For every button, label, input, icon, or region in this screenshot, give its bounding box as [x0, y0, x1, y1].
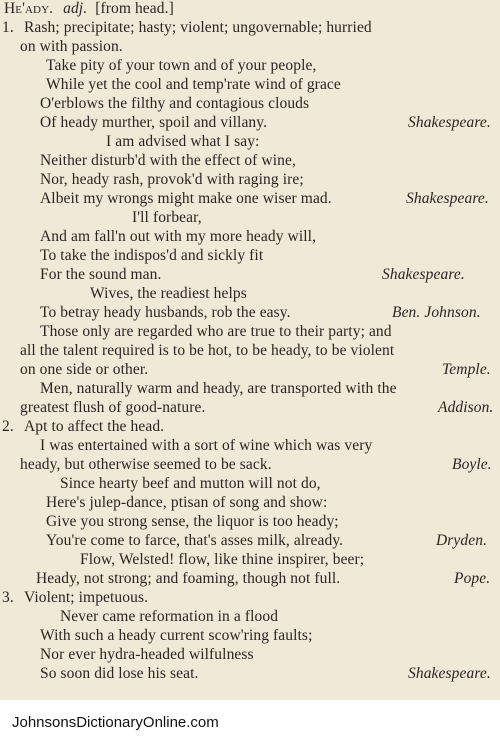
sense-number: 2. — [2, 418, 14, 435]
sense-1-definition-cont: on with passion. — [20, 38, 123, 55]
quote-line: O'erblows the filthy and contagious clouds — [40, 95, 310, 112]
sense-2-definition — [2, 418, 164, 436]
quote-line: Nor ever hydra-headed wilfulness — [40, 646, 254, 663]
quote-line: Wives, the readiest helps — [90, 285, 247, 302]
quote-line: Flow, Welsted! flow, like thine inspirer, beer; — [80, 551, 365, 568]
quote-line: on one side or other. — [20, 361, 149, 378]
quote-line-with-citation — [40, 114, 500, 132]
quote-line: Take pity of your town and of your people, — [46, 57, 317, 74]
quote-line: Men, naturally warm and heady, are transported with the — [40, 380, 397, 397]
quote-line: While yet the cool and temp'rate wind of grace — [46, 76, 341, 93]
quote-line-with-citation — [40, 665, 500, 683]
citation-author: Shakespeare. — [406, 190, 489, 207]
quote-line-with-citation — [40, 190, 500, 208]
quote-line: all the talent required is to be hot, to be heady, to be violent — [20, 342, 395, 359]
quote-line: And am fall'n out with my more heady will, — [40, 228, 317, 245]
citation-author: Pope. — [454, 570, 491, 587]
quote-line: I'll forbear, — [132, 209, 202, 226]
citation-author: Shakespeare. — [408, 114, 491, 131]
quote-line: You're come to farce, that's asses milk, already. — [46, 532, 344, 549]
quote-line-with-citation — [40, 304, 500, 322]
quote-line-with-citation — [20, 399, 500, 417]
site-link[interactable]: JohnsonsDictionaryOnline.com — [12, 714, 219, 731]
quote-line: To take the indispos'd and sickly fit — [40, 247, 264, 264]
headword: He'ady. — [4, 0, 54, 17]
entry-header — [4, 0, 174, 18]
quote-line: Heady, not strong; and foaming, though not full. — [36, 570, 341, 587]
quote-line: With such a heady current scow'ring faults; — [40, 627, 313, 644]
citation-author: Addison. — [438, 399, 494, 416]
sense-1-definition — [2, 19, 372, 37]
quote-line: Of heady murther, spoil and villany. — [40, 114, 268, 131]
quote-line: Give you strong sense, the liquor is too heady; — [46, 513, 339, 530]
sense-number: 1. — [2, 19, 14, 36]
citation-author: Shakespeare. — [382, 266, 465, 283]
quote-line: I am advised what I say: — [106, 133, 260, 150]
citation-author: Dryden. — [436, 532, 488, 549]
quote-line-with-citation — [40, 266, 500, 284]
quote-line: So soon did lose his seat. — [40, 665, 199, 682]
quote-line: Nor, heady rash, provok'd with raging ire; — [40, 171, 304, 188]
sense-text: Violent; impetuous. — [23, 589, 149, 606]
quote-line: Never came reformation in a flood — [60, 608, 279, 625]
sense-3-definition — [2, 589, 148, 607]
citation-author: Boyle. — [452, 456, 492, 473]
quote-line: heady, but otherwise seemed to be sack. — [20, 456, 272, 473]
citation-author: Temple. — [442, 361, 491, 378]
quote-line: Albeit my wrongs might make one wiser mad. — [40, 190, 332, 207]
quote-line: greatest flush of good-nature. — [20, 399, 206, 416]
sense-number: 3. — [2, 589, 14, 606]
sense-text: Apt to affect the head. — [23, 418, 165, 435]
quote-line-with-citation — [20, 361, 500, 379]
quote-line-with-citation — [36, 570, 500, 588]
quote-line-with-citation — [20, 456, 500, 474]
citation-author: Ben. Johnson. — [392, 304, 481, 321]
quote-line: To betray heady husbands, rob the easy. — [40, 304, 291, 321]
part-of-speech: adj. — [63, 0, 88, 17]
quote-line: Neither disturb'd with the effect of wine, — [40, 152, 296, 169]
sense-text: Rash; precipitate; hasty; violent; ungovernable; hurried — [23, 19, 372, 36]
quote-line: Those only are regarded who are true to their party; and — [40, 323, 392, 340]
quote-line: Here's julep-dance, ptisan of song and show: — [46, 494, 328, 511]
quote-line: Since hearty beef and mutton will not do, — [60, 475, 321, 492]
quote-line: For the sound man. — [40, 266, 162, 283]
etymology: [from head.] — [95, 0, 174, 17]
quote-line: I was entertained with a sort of wine which was very — [40, 437, 373, 454]
quote-line-with-citation — [46, 532, 500, 550]
site-footer — [0, 700, 500, 749]
citation-author: Shakespeare. — [408, 665, 491, 682]
